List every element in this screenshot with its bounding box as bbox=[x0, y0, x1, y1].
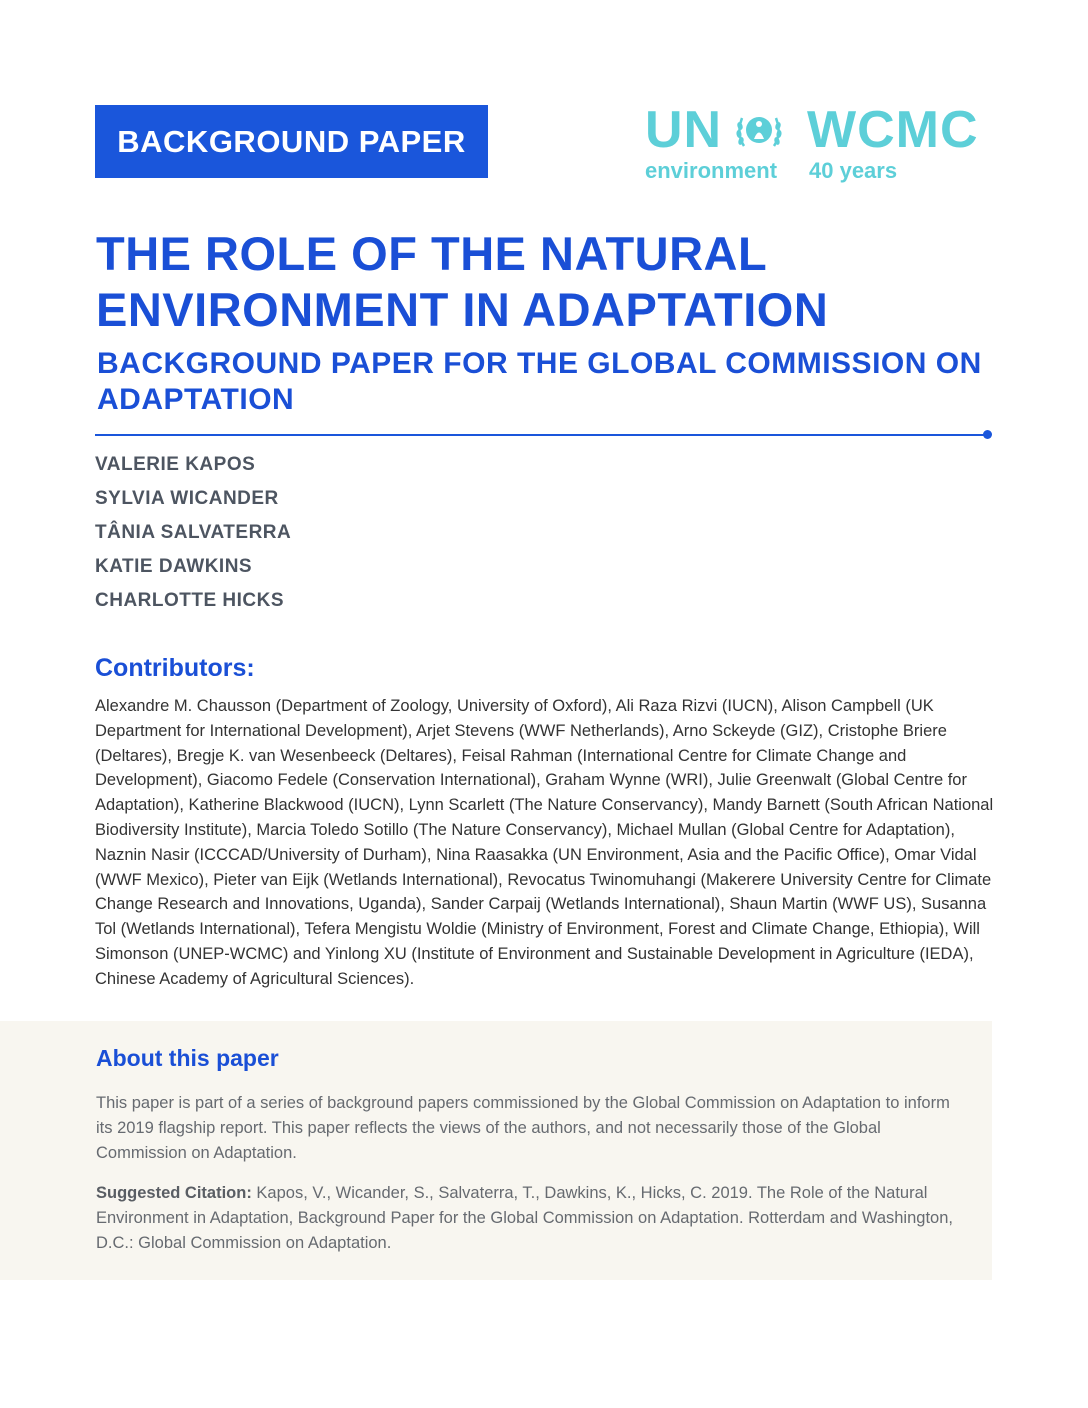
author-name: CHARLOTTE HICKS bbox=[95, 590, 285, 611]
citation-label: Suggested Citation: bbox=[96, 1184, 252, 1202]
un-environment-wcmc-logo bbox=[645, 100, 995, 190]
author-list bbox=[95, 452, 291, 622]
contributors-text: Alexandre M. Chausson (Department of Zoology, University of Oxford), Ali Raza Rizvi (IUCN), Alison Campbell (UK Department for International Development), Arjet Stevens (WWF Netherlands), Arno Sckeyde (GIZ), Cristophe Briere (Deltares), Bregje K. van Wesenbeeck (Deltares), Feisal Rahman (International Centre for Climate Change and Development), Giacomo Fedele (Conservation International), Graham Wynne (WRI), Julie Greenwalt (Global Centre for Adaptation), Katherine Blackwood (IUCN), Lynn Scarlett (The Nature Conservancy), Mandy Barnett (South African National Biodiversity Institute), Marcia Toledo Sotillo (The Nature Conservancy), Michael Mullan (Global Centre for Adaptation), Naznin Nasir (ICCCAD/University of Durham), Nina Raasakka (UN Environment, Asia and the Pacific Office), Omar Vidal (WWF Mexico), Pieter van Eijk (Wetlands International), Revocatus Twinomuhangi (Makerere University Centre for Climate Change Research and Innovations, Uganda), Sander Carpaij (Wetlands International), Shaun Martin (WWF US), Susanna Tol (Wetlands International), Tefera Mengistu Woldie (Ministry of Environment, Forest and Climate Change, Ethiopia), Will Simonson (UNEP-WCMC) and Yinlong XU (Institute of Environment and Sustainable Development in Agriculture (IEDA), Chinese Academy of Agricultural Sciences). bbox=[95, 697, 994, 988]
about-heading: About this paper bbox=[96, 1045, 279, 1071]
about-panel bbox=[0, 1021, 992, 1280]
divider-end-dot bbox=[983, 430, 992, 439]
divider-rule bbox=[95, 434, 988, 436]
logo-un-text: UN bbox=[645, 101, 723, 159]
logo-years-text: 40 years bbox=[809, 158, 898, 183]
author-name: VALERIE KAPOS bbox=[95, 454, 256, 475]
logo-environment-text: environment bbox=[645, 158, 778, 183]
contributors-heading: Contributors: bbox=[95, 654, 255, 682]
un-emblem-icon bbox=[734, 106, 784, 156]
citation-text: Kapos, V., Wicander, S., Salvaterra, T., Dawkins, K., Hicks, C. 2019. The Role of the Natural Environment in Adaptation, Background Paper for the Global Commission on Adaptation. Rotterdam and Washington, D.C.: Global Commission on Adaptation. bbox=[96, 1184, 953, 1252]
document-title: THE ROLE OF THE NATURAL ENVIRONMENT IN ADAPTATION bbox=[96, 227, 829, 336]
document-type-badge: BACKGROUND PAPER bbox=[95, 105, 488, 178]
suggested-citation bbox=[96, 1181, 956, 1256]
author-name: KATIE DAWKINS bbox=[95, 556, 253, 577]
author-name: TÂNIA SALVATERRA bbox=[95, 522, 292, 543]
document-subtitle: BACKGROUND PAPER FOR THE GLOBAL COMMISSION ON ADAPTATION bbox=[97, 347, 982, 416]
logo-wcmc-text: WCMC bbox=[807, 101, 979, 159]
author-name: SYLVIA WICANDER bbox=[95, 488, 279, 509]
about-text: This paper is part of a series of background papers commissioned by the Global Commission on Adaptation to inform its 2019 flagship report. This paper reflects the views of the authors, and not necessarily those of the Global Commission on Adaptation. bbox=[96, 1094, 950, 1162]
